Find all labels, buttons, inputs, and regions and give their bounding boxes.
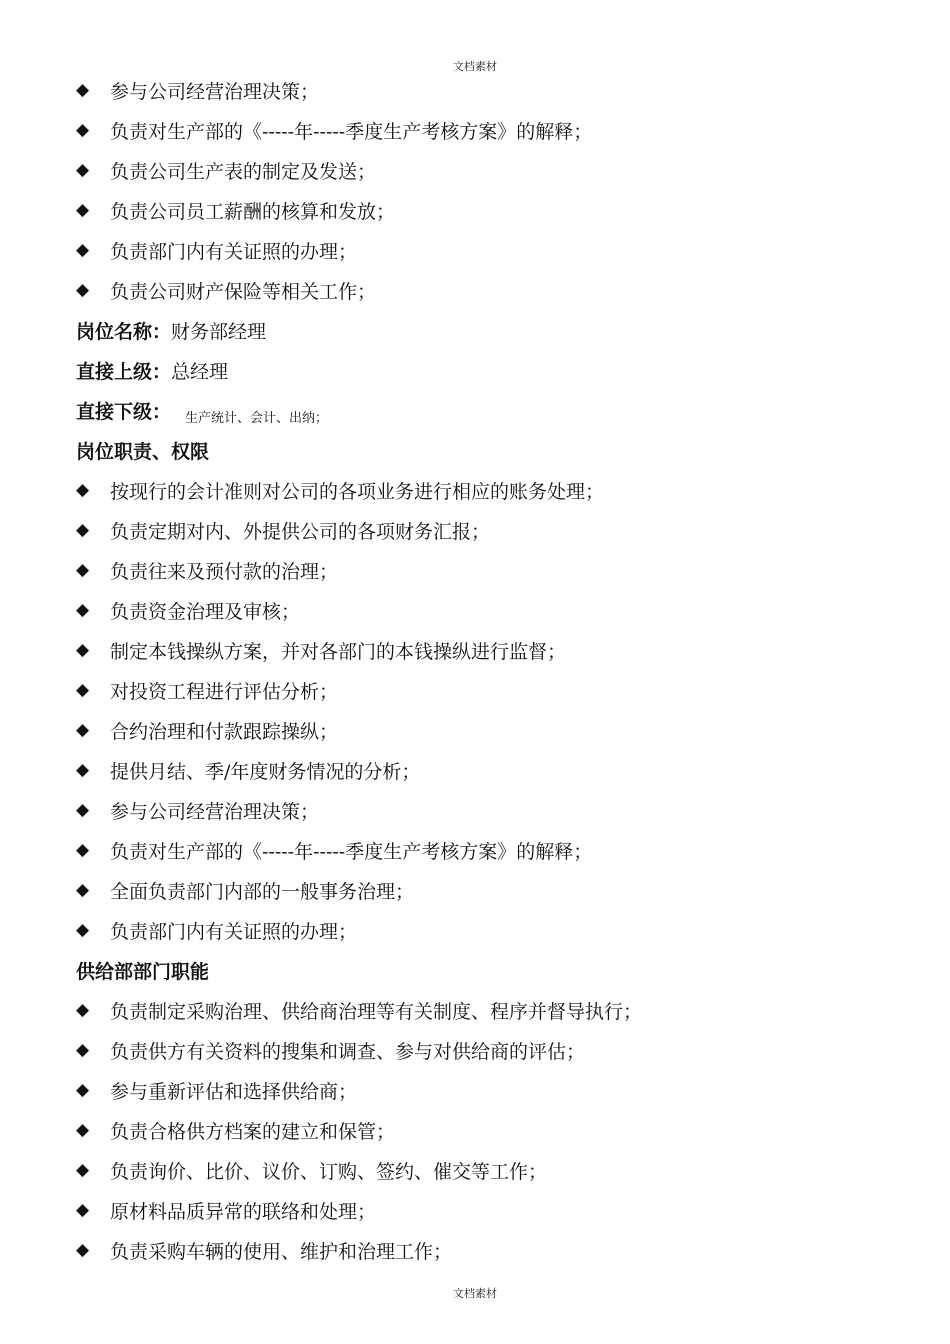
diamond-bullet-icon: ◆ bbox=[76, 840, 90, 860]
diamond-bullet-icon: ◆ bbox=[76, 1240, 90, 1260]
direct-subordinate-label: 直接下级： bbox=[76, 400, 172, 423]
diamond-bullet-icon: ◆ bbox=[76, 640, 90, 660]
list-item: ◆ 负责资金治理及审核； bbox=[76, 600, 301, 623]
diamond-bullet-icon: ◆ bbox=[76, 880, 90, 900]
diamond-bullet-icon: ◆ bbox=[76, 720, 90, 740]
list-item: ◆ 负责询价、比价、议价、订购、签约、催交等工作； bbox=[76, 1160, 548, 1183]
bullet-list-1 bbox=[76, 70, 896, 310]
list-item: ◆ 提供月结、季/年度财务情况的分析； bbox=[76, 760, 421, 783]
diamond-bullet-icon: ◆ bbox=[76, 520, 90, 540]
direct-subordinate-row bbox=[76, 390, 896, 430]
page-header: 文档素材 bbox=[453, 60, 497, 73]
diamond-bullet-icon: ◆ bbox=[76, 560, 90, 580]
position-name-value: 财务部经理 bbox=[171, 320, 267, 343]
diamond-bullet-icon: ◆ bbox=[76, 920, 90, 940]
list-item: ◆ 参与重新评估和选择供给商； bbox=[76, 1080, 358, 1103]
diamond-bullet-icon: ◆ bbox=[76, 800, 90, 820]
list-item: ◆ 负责公司员工薪酬的核算和发放； bbox=[76, 200, 396, 223]
position-name-row bbox=[76, 310, 896, 350]
direct-superior-label: 直接上级： bbox=[76, 360, 172, 383]
list-item: ◆ 负责合格供方档案的建立和保管； bbox=[76, 1120, 396, 1143]
direct-superior-row bbox=[76, 350, 896, 390]
diamond-bullet-icon: ◆ bbox=[76, 1080, 90, 1100]
diamond-bullet-icon: ◆ bbox=[76, 1160, 90, 1180]
diamond-bullet-icon: ◆ bbox=[76, 80, 90, 100]
diamond-bullet-icon: ◆ bbox=[76, 200, 90, 220]
list-item: ◆ 负责定期对内、外提供公司的各项财务汇报； bbox=[76, 520, 491, 543]
diamond-bullet-icon: ◆ bbox=[76, 600, 90, 620]
diamond-bullet-icon: ◆ bbox=[76, 1000, 90, 1020]
bullet-list-2 bbox=[76, 470, 896, 950]
document-body bbox=[76, 70, 896, 1270]
list-item: ◆ 原材料品质异常的联络和处理； bbox=[76, 1200, 377, 1223]
diamond-bullet-icon: ◆ bbox=[76, 280, 90, 300]
list-item: ◆ 参与公司经营治理决策； bbox=[76, 800, 320, 823]
list-item: ◆ 全面负责部门内部的一般事务治理； bbox=[76, 880, 415, 903]
list-item: ◆ 按现行的会计准则对公司的各项业务进行相应的账务处理； bbox=[76, 480, 605, 503]
list-item: ◆ 合约治理和付款跟踪操纵； bbox=[76, 720, 339, 743]
position-name-label: 岗位名称： bbox=[76, 320, 172, 343]
diamond-bullet-icon: ◆ bbox=[76, 760, 90, 780]
list-item: ◆ 负责对生产部的《-----年-----季度生产考核方案》的解释； bbox=[76, 120, 593, 143]
list-item: ◆ 负责往来及预付款的治理； bbox=[76, 560, 339, 583]
list-item: ◆ 负责公司财产保险等相关工作； bbox=[76, 280, 377, 303]
list-item: ◆ 负责公司生产表的制定及发送； bbox=[76, 160, 377, 183]
list-item: ◆ 参与公司经营治理决策； bbox=[76, 80, 320, 103]
list-item: ◆ 对投资工程进行评估分析； bbox=[76, 680, 339, 703]
diamond-bullet-icon: ◆ bbox=[76, 120, 90, 140]
direct-superior-value: 总经理 bbox=[171, 360, 229, 383]
list-item: ◆ 负责对生产部的《-----年-----季度生产考核方案》的解释； bbox=[76, 840, 593, 863]
list-item: ◆ 负责部门内有关证照的办理； bbox=[76, 240, 358, 263]
diamond-bullet-icon: ◆ bbox=[76, 1040, 90, 1060]
diamond-bullet-icon: ◆ bbox=[76, 160, 90, 180]
direct-subordinate-value: 生产统计、会计、出纳； bbox=[185, 410, 329, 426]
duties-heading: 岗位职责、权限 bbox=[76, 440, 210, 463]
diamond-bullet-icon: ◆ bbox=[76, 480, 90, 500]
supply-dept-heading: 供给部部门职能 bbox=[76, 960, 210, 983]
bullet-list-3 bbox=[76, 990, 896, 1270]
diamond-bullet-icon: ◆ bbox=[76, 1120, 90, 1140]
page-footer: 文档素材 bbox=[453, 1287, 497, 1300]
list-item: ◆ 制定本钱操纵方案，并对各部门的本钱操纵进行监督； bbox=[76, 640, 567, 663]
list-item: ◆ 负责制定采购治理、供给商治理等有关制度、程序并督导执行； bbox=[76, 1000, 643, 1023]
list-item: ◆ 负责采购车辆的使用、维护和治理工作； bbox=[76, 1240, 453, 1263]
list-item: ◆ 负责供方有关资料的搜集和调查、参与对供给商的评估； bbox=[76, 1040, 586, 1063]
diamond-bullet-icon: ◆ bbox=[76, 1200, 90, 1220]
diamond-bullet-icon: ◆ bbox=[76, 240, 90, 260]
diamond-bullet-icon: ◆ bbox=[76, 680, 90, 700]
list-item: ◆ 负责部门内有关证照的办理； bbox=[76, 920, 358, 943]
